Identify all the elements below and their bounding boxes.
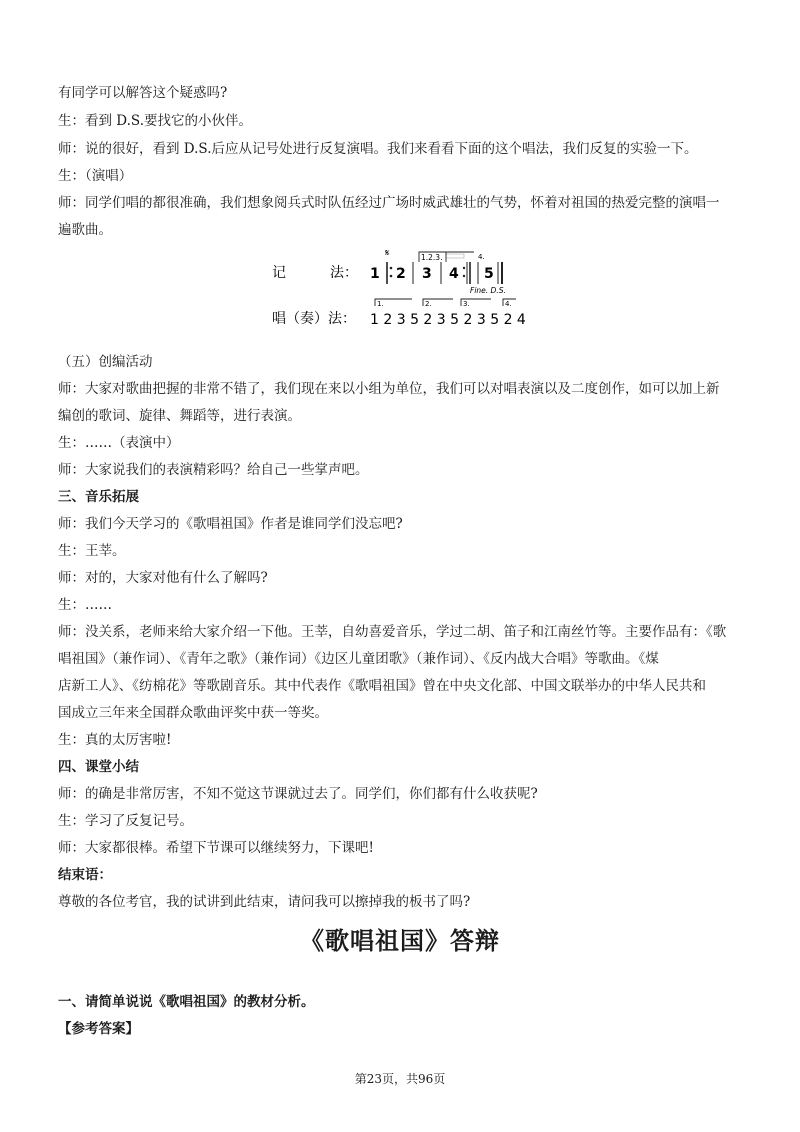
text-line: 生：学习了反复记号。 bbox=[58, 813, 193, 829]
notation-row1-label2: 法： bbox=[330, 265, 358, 281]
text-line: 师：对的，大家对他有什么了解吗? bbox=[58, 570, 268, 586]
note-2: 2 bbox=[396, 266, 406, 282]
text-line: 师：的确是非常厉害，不知不觉这节课就过去了。同学们，你们都有什么收获呢? bbox=[58, 786, 538, 802]
text-line: 师：我们今天学习的《歌唱祖国》作者是谁同学们没忘吧? bbox=[58, 516, 403, 532]
volta-label: 2. bbox=[425, 300, 432, 308]
note-1: 1 bbox=[370, 266, 380, 282]
repeat-dot bbox=[390, 275, 393, 278]
text-line: 师：大家都很棒。希望下节课可以继续努力，下课吧! bbox=[58, 840, 374, 856]
fine-ds-marking: Fine. D.S. bbox=[470, 286, 506, 295]
segno-icon: 𝄋 bbox=[385, 248, 390, 259]
text-line: 编创的歌词、旋律、舞蹈等，进行表演。 bbox=[58, 408, 301, 424]
text-line: 师：说的很好，看到 D.S.后应从记号处进行反复演唱。我们来看看下面的这个唱法，我们反复的实验一下。 bbox=[58, 141, 698, 157]
volta-label-2: 4. bbox=[478, 253, 485, 261]
page-number: 第23页，共96页 bbox=[354, 1072, 446, 1086]
defense-title: 《歌唱祖国》答辩 bbox=[300, 927, 500, 955]
text-line: 生：王莘。 bbox=[58, 543, 126, 559]
notation-row2-label: 唱（奏）法： bbox=[272, 311, 356, 327]
volta-bracket-2 bbox=[446, 252, 474, 262]
text-line: 师：大家对歌曲把握的非常不错了，我们现在来以小组为单位，我们可以对唱表演以及二度创作，如可以加上新 bbox=[58, 381, 720, 397]
text-line: 生：…… bbox=[58, 597, 112, 613]
volta-label: 3. bbox=[463, 300, 470, 308]
volta-label: 1. bbox=[377, 300, 384, 308]
text-line: 生：看到 D.S.要找它的小伙伴。 bbox=[58, 113, 252, 129]
text-line: 尊敬的各位考官，我的试讲到此结束，请问我可以擦掉我的板书了吗? bbox=[58, 894, 471, 910]
text-line: 师：大家说我们的表演精彩吗？给自己一些掌声吧。 bbox=[58, 462, 369, 478]
text-line: 唱祖国》（兼作词）、《青年之歌》（兼作词）《边区儿童团歌》（兼作词）、《反内战大合唱》等歌曲。《煤 bbox=[58, 651, 659, 667]
performed-notes: 1 2 3 5 2 3 5 2 3 5 2 4 bbox=[370, 312, 526, 328]
text-line: 有同学可以解答这个疑惑吗? bbox=[58, 85, 228, 101]
repeat-dot bbox=[463, 267, 465, 269]
text-line: 店新工人》、《纺棉花》等歌剧音乐。其中代表作《歌唱祖国》曾在中央文化部、中国文联举办的中华人民共和 bbox=[58, 678, 706, 694]
text-line: 生：（演唱） bbox=[58, 168, 133, 184]
section-heading: 三、音乐拓展 bbox=[58, 489, 139, 505]
defense-question: 一、请简单说说《歌唱祖国》的教材分析。 bbox=[58, 994, 315, 1010]
volta-label-1: 1.2.3. bbox=[421, 253, 443, 262]
repeat-notation-figure bbox=[0, 0, 800, 340]
text-line: 生：……（表演中） bbox=[58, 435, 180, 451]
answer-label: 【参考答案】 bbox=[58, 1021, 139, 1037]
text-line: 国成立三年来全国群众歌曲评奖中获一等奖。 bbox=[58, 705, 328, 721]
volta-label: 4. bbox=[505, 300, 512, 308]
text-line: 遍歌曲。 bbox=[58, 222, 112, 238]
note-3: 3 bbox=[422, 266, 432, 282]
section-heading: 结束语： bbox=[58, 867, 112, 883]
small-box-mark bbox=[446, 254, 464, 258]
notation-row1-label: 记 bbox=[272, 265, 286, 281]
text-line: 师：同学们唱的都很准确，我们想象阅兵式时队伍经过广场时威武雄壮的气势，怀着对祖国的热爱完整的演唱一 bbox=[58, 195, 720, 211]
repeat-dot bbox=[463, 275, 465, 277]
note-4: 4 bbox=[449, 266, 459, 282]
section-heading: （五）创编活动 bbox=[58, 354, 153, 370]
section-heading: 四、课堂小结 bbox=[58, 759, 139, 775]
text-line: 师：没关系，老师来给大家介绍一下他。王莘，自幼喜爱音乐，学过二胡、笛子和江南丝竹等。主要作品有：《歌 bbox=[58, 624, 727, 640]
repeat-dot bbox=[390, 267, 393, 270]
text-line: 生：真的太厉害啦! bbox=[58, 732, 172, 748]
note-5: 5 bbox=[484, 266, 494, 282]
